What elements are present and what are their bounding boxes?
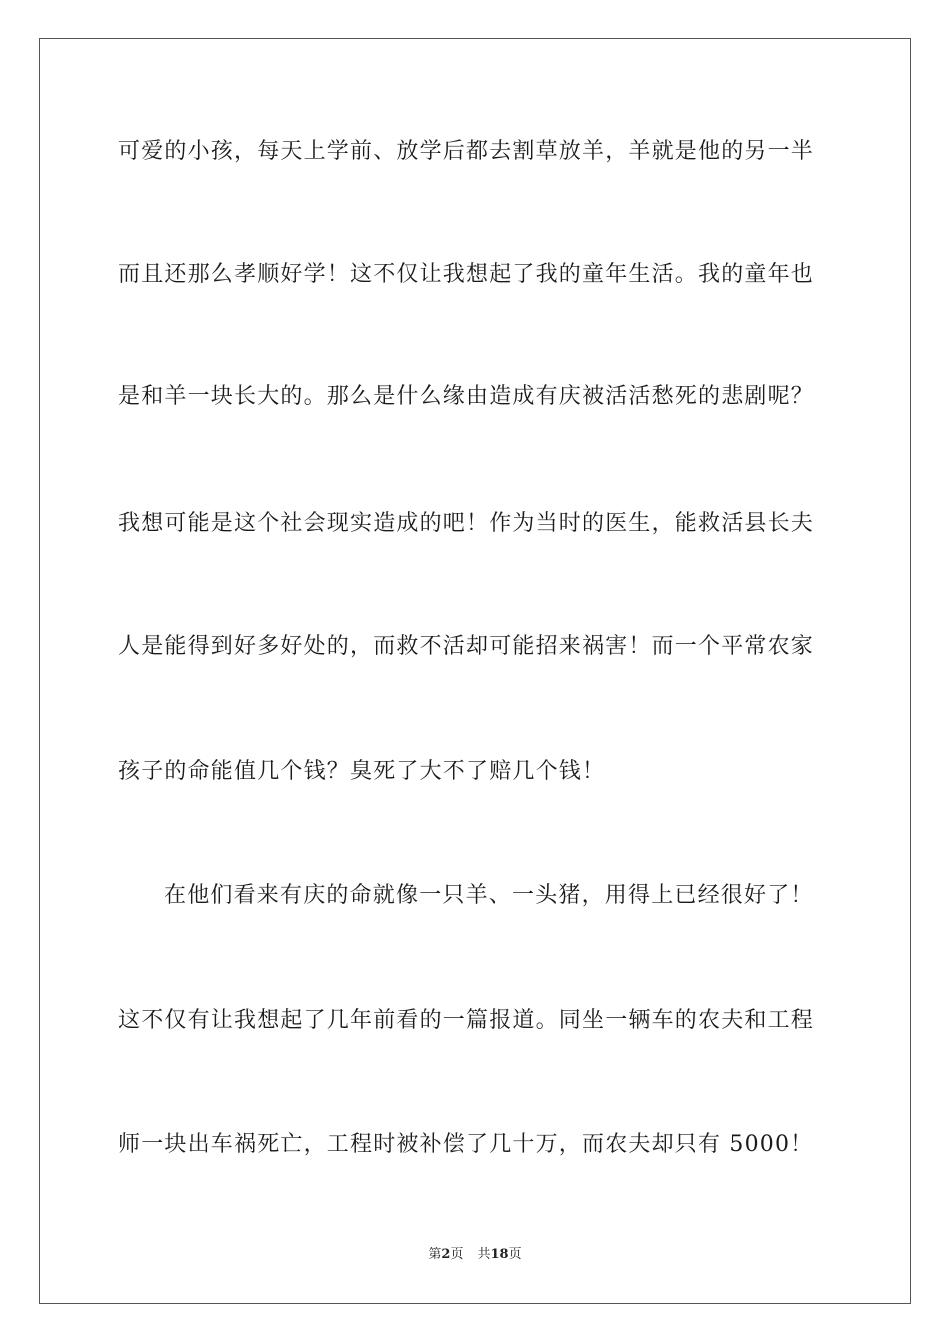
total-suffix: 页	[508, 1247, 522, 1262]
body-line-9: 师一块出车祸死亡，工程时被补偿了几十万，而农夫却只有 5000！	[118, 1132, 814, 1157]
body-line-3: 是和羊一块长大的。那么是什么缘由造成有庆被活活愁死的悲剧呢？	[118, 384, 815, 409]
page-prefix: 第	[428, 1247, 442, 1262]
body-line-8: 这不仅有让我想起了几年前看的一篇报道。同坐一辆车的农夫和工程	[118, 1008, 815, 1033]
page-border	[39, 38, 911, 1304]
page-suffix: 页	[450, 1247, 464, 1262]
page-footer	[0, 1245, 950, 1265]
body-line-7-paragraph-start: 在他们看来有庆的命就像一只羊、一头猪，用得上已经很好了！	[164, 883, 814, 908]
current-page-number: 2	[441, 1247, 451, 1262]
total-prefix: 共	[477, 1247, 491, 1262]
body-line-5: 人是能得到好多好处的，而救不活却可能招来祸害！而一个平常农家	[118, 634, 815, 659]
body-line-1: 可爱的小孩，每天上学前、放学后都去割草放羊，羊就是他的另一半	[118, 139, 815, 164]
total-page-count: 18	[490, 1247, 509, 1262]
body-line-2: 而且还那么孝顺好学！这不仅让我想起了我的童年生活。我的童年也	[118, 262, 815, 287]
body-line-6: 孩子的命能值几个钱？臭死了大不了赔几个钱！	[118, 759, 606, 784]
body-line-4: 我想可能是这个社会现实造成的吧！作为当时的医生，能救活县长夫	[118, 511, 815, 536]
